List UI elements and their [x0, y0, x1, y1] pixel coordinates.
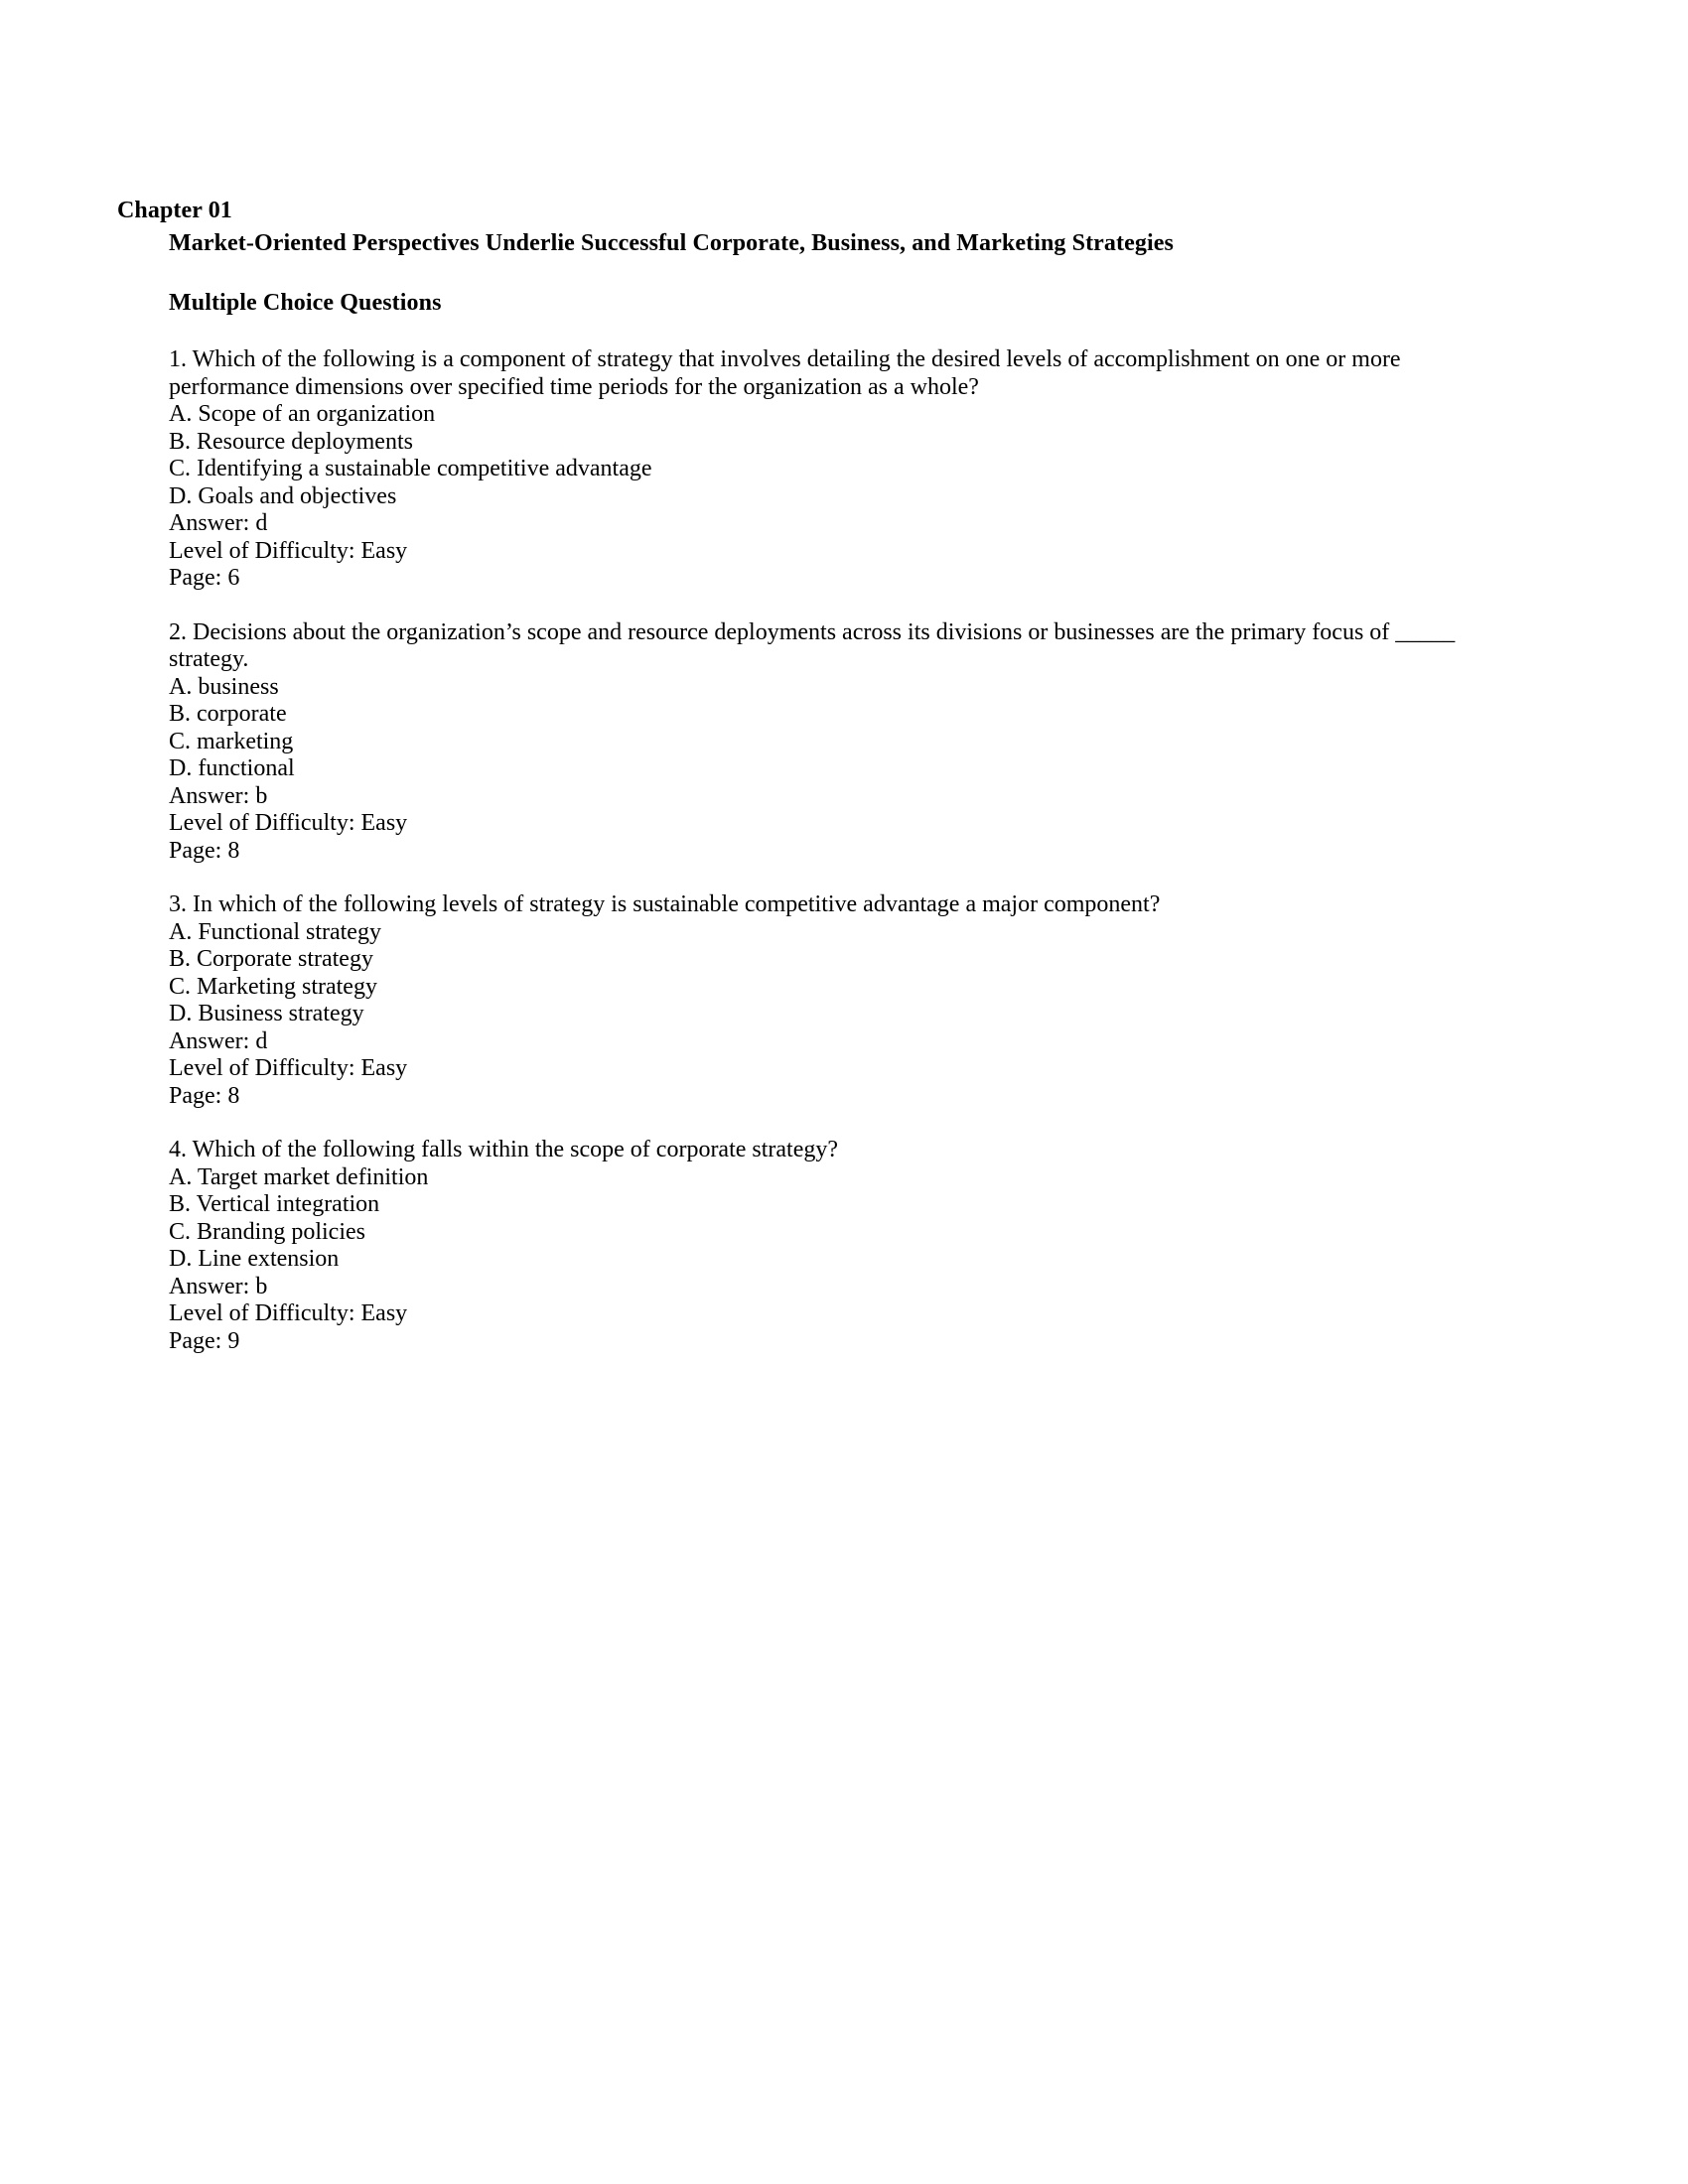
question-block: [169, 593, 1470, 866]
question-stem: 4. Which of the following falls within the scope of corporate strategy?: [169, 1137, 839, 1162]
question-option: D. Goals and objectives: [169, 482, 397, 509]
question-option: D. functional: [169, 755, 295, 781]
question-page-reference: Page: 8: [169, 837, 240, 864]
question-page-reference: Page: 6: [169, 565, 240, 591]
question-option: A. business: [169, 673, 279, 700]
question-option: B. Vertical integration: [169, 1191, 380, 1217]
question-difficulty: Level of Difficulty: Easy: [169, 1300, 408, 1326]
question-option: C. Identifying a sustainable competitive advantage: [169, 456, 652, 481]
chapter-subtitle: Market-Oriented Perspectives Underlie Successful Corporate, Business, and Marketing Strategies: [169, 230, 1174, 256]
question-answer: Answer: b: [169, 1273, 268, 1299]
question-difficulty: Level of Difficulty: Easy: [169, 537, 408, 564]
section-heading-multiple-choice: Multiple Choice Questions: [169, 290, 442, 316]
question-option: B. Corporate strategy: [169, 946, 373, 972]
question-stem: 2. Decisions about the organization’s scope and resource deployments across its divisions or businesses are the primary focus of _____ strategy.: [169, 618, 1456, 672]
question-answer: Answer: d: [169, 510, 268, 536]
question-option: C. Marketing strategy: [169, 973, 377, 1000]
question-option: A. Functional strategy: [169, 918, 381, 945]
chapter-label: Chapter 01: [117, 198, 232, 223]
question-difficulty: Level of Difficulty: Easy: [169, 810, 408, 836]
question-stem: 3. In which of the following levels of strategy is sustainable competitive advantage a major component?: [169, 891, 1161, 917]
question-stem: 1. Which of the following is a component of strategy that involves detailing the desired levels of accomplishment on one or more performance dimensions over specified time periods for the organization as a whole?: [169, 346, 1401, 400]
question-answer: Answer: d: [169, 1027, 268, 1054]
question-answer: Answer: b: [169, 782, 268, 809]
question-page-reference: Page: 9: [169, 1327, 240, 1354]
question-option: C. Branding policies: [169, 1218, 365, 1245]
question-option: B. corporate: [169, 701, 287, 727]
question-option: D. Business strategy: [169, 1001, 364, 1026]
question-option: A. Target market definition: [169, 1163, 429, 1190]
question-block: [169, 1110, 1470, 1355]
question-difficulty: Level of Difficulty: Easy: [169, 1055, 408, 1081]
document-body: [169, 227, 1470, 1355]
question-option: C. marketing: [169, 728, 294, 754]
question-option: B. Resource deployments: [169, 428, 413, 455]
question-option: D. Line extension: [169, 1246, 340, 1272]
question-option: A. Scope of an organization: [169, 401, 436, 427]
question-page-reference: Page: 8: [169, 1082, 240, 1109]
question-block: [169, 320, 1470, 593]
question-block: [169, 865, 1470, 1110]
